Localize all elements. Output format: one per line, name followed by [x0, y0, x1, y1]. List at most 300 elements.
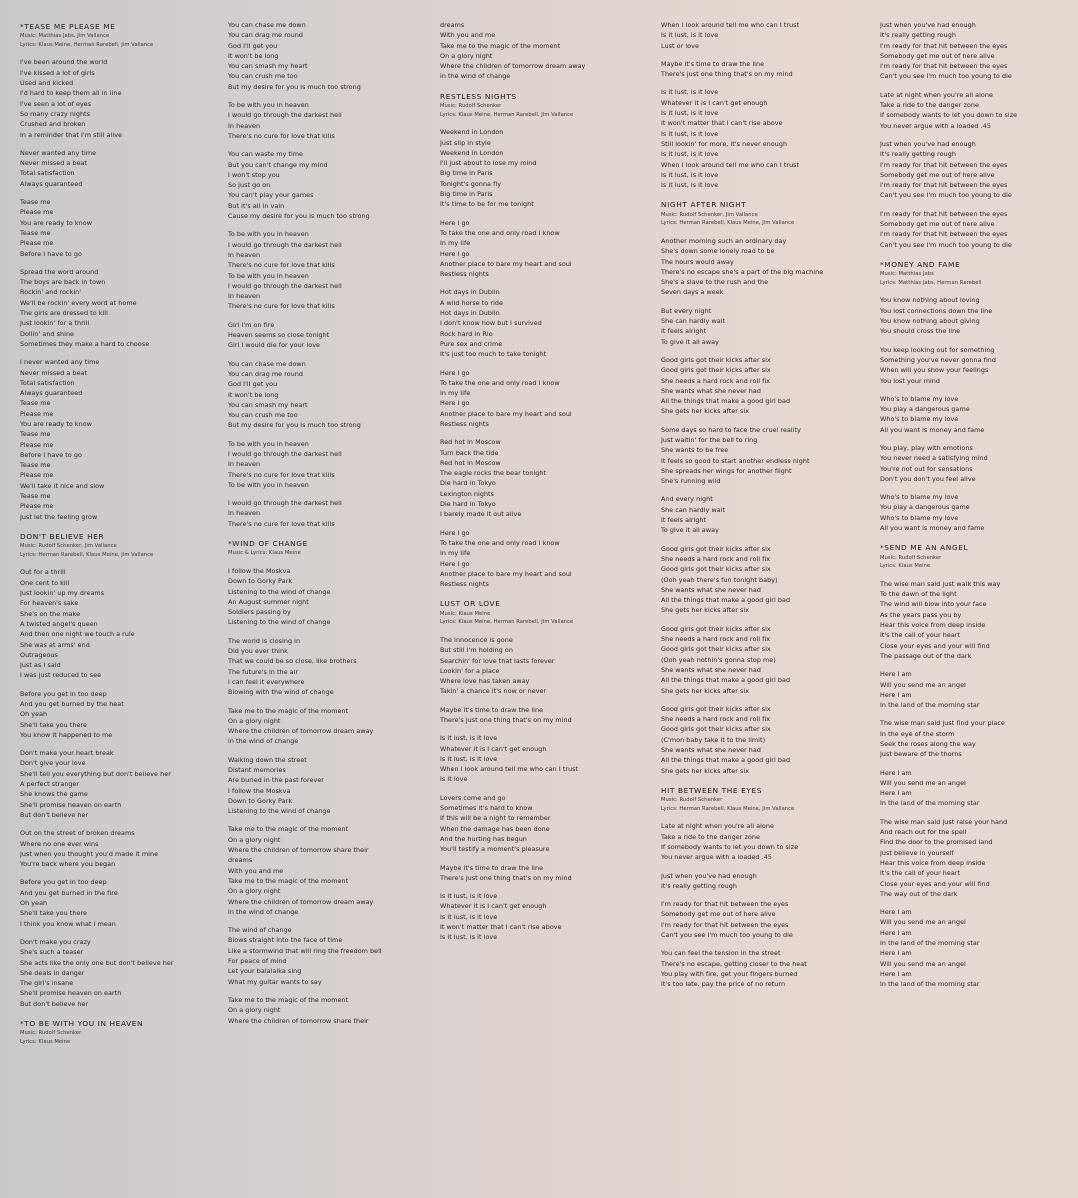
lyric-line: She wants what she never had: [661, 585, 761, 594]
lyric-line: Please me: [20, 440, 54, 449]
lyric-line: I've been around the world: [20, 58, 108, 67]
lyric-line: Is it lust, is it love: [661, 170, 719, 179]
lyric-line: Can't you see I'm much too young to die: [661, 931, 793, 940]
lyric-line: In heaven: [228, 460, 261, 469]
lyric-line: You can smash my heart: [228, 62, 308, 71]
lyric-line: Is it lust, is it love: [440, 892, 498, 901]
lyric-line: You never argue with a loaded .45: [661, 853, 772, 862]
lyric-line: In the land of the morning star: [880, 939, 980, 948]
lyric-line: In the eye of the storm: [880, 729, 955, 738]
lyric-line: She spreads her wings for another flight: [661, 466, 792, 475]
lyric-line: And then one night we touch a rule: [20, 630, 135, 639]
stanza: [228, 706, 433, 747]
lyric-line: You play with fire, get your fingers burned: [661, 969, 798, 978]
lyric-line: You should cross the line: [880, 327, 961, 336]
lyric-line: I'm ready for that hit between the eyes: [880, 41, 1008, 50]
lyric-line: The passage out of the dark: [880, 651, 972, 660]
lyric-line: Restless nights: [440, 580, 489, 589]
stanza: [228, 755, 433, 817]
lyric-line: For heaven's sake: [20, 599, 79, 608]
lyric-line: Is it lust, is it love: [661, 129, 719, 138]
lyric-line: It won't matter that I can't rise above: [440, 923, 562, 932]
stanza: [440, 528, 645, 590]
lyric-line: Who's to blame my love: [880, 415, 959, 424]
lyric-line: You're back where you began: [20, 860, 116, 869]
lyric-line: She knows the game: [20, 790, 88, 799]
lyric-line: You can chase me down: [228, 359, 306, 368]
stanza: [228, 149, 433, 221]
lyric-line: I'm ready for that hit between the eyes: [880, 62, 1008, 71]
lyric-line: Some days so hard to face the cruel reality: [661, 425, 801, 434]
lyric-line: On a glory night: [228, 716, 281, 725]
lyric-line: Seven days a week: [661, 288, 724, 297]
lyric-line: All the things that make a good girl bad: [661, 397, 791, 406]
lyric-line: Here I go: [440, 528, 470, 537]
lyric-line: Hot days in Dublin: [440, 288, 500, 297]
stanza: [228, 925, 433, 987]
lyric-line: Lust or love: [661, 41, 699, 50]
stanza: [880, 817, 1070, 899]
lyric-line: We'll take it nice and slow: [20, 481, 105, 490]
lyric-line: To be with you in heaven: [228, 230, 309, 239]
lyric-line: It's time to be for me tonight: [440, 200, 534, 209]
lyric-line: To take the one and only road I know: [440, 538, 560, 547]
lyric-line: Just lookin' up my dreams: [20, 589, 105, 598]
song-credit: Music & Lyrics: Klaus Meine: [228, 550, 301, 557]
lyric-line: All the things that make a good girl bad: [661, 596, 791, 605]
stanza: [228, 824, 433, 917]
lyric-line: The eagle rocks the bear tonight: [440, 469, 547, 478]
lyric-line: Outrageous: [20, 650, 58, 659]
lyric-line: Walking down the street: [228, 755, 307, 764]
lyric-line: And you get burned in the fire: [20, 888, 118, 897]
lyric-line: Please me: [20, 208, 54, 217]
song-title: DON'T BELIEVE HER: [20, 531, 105, 541]
lyric-line: Here I go: [440, 368, 470, 377]
stanza: [20, 689, 225, 740]
song-credit: Music: Rudolf Schenker: [440, 103, 502, 110]
lyrics-column: [228, 20, 433, 1026]
lyric-line: Whatever it is I can't get enough: [440, 902, 547, 911]
lyric-line: Red hot in Moscow: [440, 438, 501, 447]
song-credit: Lyrics: Herman Rarebell, Klaus Meine, Jim Vallance: [661, 805, 795, 812]
lyric-line: You lost connections down the line: [880, 306, 993, 315]
song-credit: Lyrics: Klaus Meine, Herman Rarebell, Jim Vallance: [440, 111, 574, 118]
song-credit: Lyrics: Herman Rarebell, Klaus Meine, Jim Vallance: [20, 551, 154, 558]
lyric-line: Here I am: [880, 969, 912, 978]
lyric-line: Another morning such an ordinary day: [661, 236, 787, 245]
lyric-line: Here I am: [880, 789, 912, 798]
song-credit: Music: Klaus Meine: [440, 610, 491, 617]
lyric-line: You can chase me down: [228, 21, 306, 29]
lyric-line: I won't stop you: [228, 170, 280, 179]
stanza: [880, 20, 1070, 82]
lyric-line: Never missed a beat: [20, 368, 88, 377]
song-block: [440, 20, 645, 82]
stanza: [661, 59, 866, 80]
song-title: *WIND OF CHANGE: [228, 539, 308, 549]
lyric-line: Is it lust, is it love: [440, 734, 498, 743]
stanza: [20, 267, 225, 349]
lyric-line: Don't give your love: [20, 759, 86, 768]
stanza: [880, 768, 1070, 809]
lyric-line: The way out of the dark: [880, 889, 958, 898]
lyric-line: Can't you see I'm much too young to die: [880, 191, 1012, 200]
lyric-line: She can hardly wait: [661, 317, 726, 326]
lyric-line: She deals in danger: [20, 968, 85, 977]
lyric-line: Will you send me an angel: [880, 959, 966, 968]
stanza: [440, 20, 645, 82]
lyric-line: Red hot in Moscow: [440, 458, 501, 467]
stanza: [661, 821, 866, 862]
lyric-line: The wind will blow into your face: [880, 600, 987, 609]
lyric-line: Hear this voice from deep inside: [880, 858, 986, 867]
lyric-line: Close your eyes and your will find: [880, 641, 990, 650]
lyric-line: Hot days in Dublin: [440, 309, 500, 318]
lyric-line: I think you know what I mean: [20, 919, 116, 928]
lyric-line: Here I am: [880, 670, 912, 679]
lyric-line: She'll tell you everything but don't believe her: [20, 769, 171, 778]
lyric-line: Maybe it's time to draw the line: [661, 59, 765, 68]
lyric-line: Listening to the wind of change: [228, 618, 331, 627]
lyric-line: There's just one thing that's on my mind: [661, 70, 793, 79]
lyric-line: Always guaranteed: [20, 389, 83, 398]
song-block: [880, 20, 1070, 250]
lyric-line: Take me to the magic of the moment: [228, 876, 349, 885]
lyric-line: Are buried in the past forever: [228, 776, 324, 785]
lyric-line: Will you send me an angel: [880, 680, 966, 689]
lyric-line: And every night: [661, 495, 713, 504]
lyric-line: As the years pass you by: [880, 610, 962, 619]
lyric-line: She's down some lonely road to be: [661, 247, 775, 256]
lyric-line: One cent to kill: [20, 578, 70, 587]
lyric-line: Here I go: [440, 399, 470, 408]
lyric-line: You can smash my heart: [228, 400, 308, 409]
lyric-line: All you want is money and fame: [880, 524, 985, 533]
stanza: [228, 20, 433, 92]
stanza: [440, 218, 645, 280]
lyric-line: On a glory night: [228, 835, 281, 844]
lyric-line: I barely made it out alive: [440, 510, 522, 519]
lyric-line: Please me: [20, 409, 54, 418]
song-block: [20, 1019, 225, 1046]
lyric-line: Is it lust, is it love: [661, 150, 719, 159]
lyric-line: I don't know how but I survived: [440, 319, 542, 328]
stanza: [20, 748, 225, 820]
lyric-line: The future's in the air: [228, 667, 299, 676]
stanza: [880, 139, 1070, 201]
lyric-line: Don't make you crazy: [20, 937, 91, 946]
lyric-line: Can't you see I'm much too young to die: [880, 240, 1012, 249]
lyric-line: Never missed a beat: [20, 159, 88, 168]
lyric-line: The girl's insane: [20, 979, 74, 988]
lyric-line: You are ready to know: [20, 419, 93, 428]
lyric-line: To give it all away: [661, 337, 719, 346]
lyric-line: You keep looking out for something: [880, 345, 995, 354]
lyric-line: You're not out for sensations: [880, 464, 973, 473]
lyric-line: Is it lust, is it love: [440, 754, 498, 763]
song-credit: Music: Rudolf Schenker, Jim Vallance: [661, 211, 758, 218]
lyric-line: She wants what she never had: [661, 746, 761, 754]
lyric-line: There's no escape, getting closer to the heat: [661, 959, 807, 968]
lyric-line: She acts like the only one but don't believe her: [20, 958, 174, 967]
lyric-line: Is it lust, is it love: [440, 933, 498, 942]
lyric-line: In my life: [440, 549, 471, 558]
song-credit: Music: Rudolf Schenker: [661, 797, 723, 804]
lyric-line: Somebody get me out of here alive: [880, 51, 995, 60]
lyric-line: I'm ready for that hit between the eyes: [661, 920, 789, 929]
lyric-line: Rockin' and rockin': [20, 288, 82, 297]
lyric-line: Out on the street of broken dreams: [20, 829, 135, 838]
stanza: [880, 492, 1070, 533]
lyric-line: She wants what she never had: [661, 665, 761, 674]
lyric-line: She's running wild: [661, 477, 721, 486]
lyric-line: Before I have to go: [20, 249, 82, 258]
stanza: [228, 100, 433, 141]
lyric-line: The world is closing in: [228, 636, 301, 645]
lyrics-column: [661, 20, 866, 990]
lyric-line: In heaven: [228, 121, 261, 130]
lyric-line: It's just too much to take tonight: [440, 350, 547, 359]
lyric-line: She'll promise heaven on earth: [20, 989, 122, 998]
stanza: [20, 828, 225, 869]
lyric-line: You can crush me too: [228, 411, 298, 420]
lyric-line: Turn back the tide: [440, 448, 499, 457]
stanza: [880, 90, 1070, 131]
lyric-line: (Ooh yeah nothin's gonna stop me): [661, 655, 776, 664]
stanza: [440, 437, 645, 519]
lyric-line: You play a dangerous game: [880, 503, 970, 512]
lyric-line: Lovers come and go: [440, 793, 506, 802]
lyric-line: It feels alright: [661, 516, 707, 525]
lyric-line: Sometimes they make a hard to choose: [20, 339, 150, 348]
lyric-line: Seek the roses along the way: [880, 740, 976, 748]
lyric-line: There's no cure for love that kills: [228, 519, 335, 528]
lyric-line: In the land of the morning star: [880, 980, 980, 989]
lyric-line: A twisted angel's queen: [20, 619, 98, 628]
lyric-line: Spread the word around: [20, 267, 99, 276]
lyric-line: To give it all away: [661, 526, 719, 535]
lyric-line: Hear this voice from deep inside: [880, 621, 986, 630]
stanza: [228, 229, 433, 311]
song-title: RESTLESS NIGHTS: [440, 91, 517, 101]
lyric-line: She needs a hard rock and roll fix: [661, 376, 771, 385]
lyric-line: There's just one thing that's on my mind: [440, 873, 572, 882]
lyric-line: Just when you've had enough: [880, 21, 976, 29]
lyric-line: But it's all in vain: [228, 201, 285, 210]
lyric-line: The boys are back in town: [20, 278, 106, 287]
lyric-line: For peace of mind: [228, 957, 287, 966]
stanza: [20, 357, 225, 522]
song-block: [661, 200, 866, 775]
lyric-line: The wise man said just walk this way: [880, 579, 1001, 588]
lyric-line: Tease me: [20, 198, 51, 207]
lyric-line: Just when you've had enough: [880, 139, 976, 148]
lyric-line: Find the door to the promised land: [880, 838, 993, 847]
lyric-line: But still I'm holding on: [440, 646, 513, 655]
lyric-line: She needs a hard rock and roll fix: [661, 554, 771, 563]
stanza: [661, 494, 866, 535]
lyric-line: A perfect stranger: [20, 780, 80, 789]
lyric-line: Who's to blame my love: [880, 394, 959, 403]
lyric-line: Here I go: [440, 559, 470, 568]
lyric-line: If this will be a night to remember: [440, 814, 551, 823]
lyric-line: In the land of the morning star: [880, 701, 980, 710]
lyric-line: She needs a hard rock and roll fix: [661, 715, 771, 724]
lyric-line: Is it lust, is it love: [661, 88, 719, 97]
stanza: [20, 937, 225, 1009]
lyric-line: So many crazy nights: [20, 109, 90, 118]
stanza: [440, 635, 645, 697]
song-credit: Lyrics: Matthias Jabs, Herman Rarebell: [880, 279, 982, 286]
stanza: [880, 718, 1070, 759]
song-credit: Music: Rudolf Schenker: [880, 554, 942, 561]
song-block: [661, 20, 866, 190]
lyric-line: I would go through the darkest hell: [228, 240, 342, 249]
lyric-line: It won't matter that I can't rise above: [661, 119, 783, 128]
lyric-line: I would go through the darkest hell: [228, 281, 342, 290]
lyric-line: Just slip in style: [440, 138, 491, 147]
lyric-line: Like a stormwind that will ring the freedom bell: [228, 946, 382, 955]
lyric-line: Here I am: [880, 949, 912, 958]
stanza: [661, 425, 866, 487]
lyric-line: I've seen a lot of eyes: [20, 99, 92, 108]
lyric-line: The wise man said just find your place: [880, 719, 1005, 728]
lyric-line: Who's to blame my love: [880, 513, 959, 522]
lyric-line: Somebody get me out of here alive: [661, 910, 776, 919]
lyric-line: You know nothing about giving: [880, 317, 980, 326]
lyric-line: She needs a hard rock and roll fix: [661, 635, 771, 644]
lyric-line: She's such a teaser: [20, 948, 84, 957]
lyric-line: Is it lust, is it love: [661, 31, 719, 40]
stanza: [661, 624, 866, 696]
lyric-line: She gets her kicks after six: [661, 686, 750, 695]
lyric-line: I never wanted any time: [20, 358, 100, 367]
lyric-line: You are ready to know: [20, 218, 93, 227]
stanza: [20, 197, 225, 259]
lyric-line: I'm ready for that hit between the eyes: [880, 230, 1008, 239]
song-credit: Music: Rudolf Schenker, Jim Vallance: [20, 543, 117, 550]
lyric-line: Used and kicked: [20, 79, 74, 88]
lyric-line: Never wanted any time: [20, 148, 97, 157]
lyric-line: Don't make your heart break: [20, 749, 114, 758]
lyric-line: in the wind of change: [440, 72, 511, 81]
lyric-line: Girl I'm on fire: [228, 320, 275, 329]
lyric-line: Weekend in London: [440, 128, 504, 137]
song-block: [440, 599, 645, 942]
lyric-line: Lexington nights: [440, 489, 494, 498]
lyric-line: Tease me: [20, 461, 51, 470]
lyric-line: Take a ride to the danger zone: [880, 101, 979, 110]
lyric-line: Just lookin' for a thrill: [20, 319, 90, 328]
lyric-line: God I'll get you: [228, 380, 278, 389]
lyric-line: I'm ready for that hit between the eyes: [661, 900, 789, 909]
lyric-line: You never need a satisfying mind: [880, 454, 988, 463]
stanza: [880, 579, 1070, 661]
stanza: [880, 907, 1070, 989]
lyric-line: I was just reduced to see: [20, 671, 102, 680]
lyric-line: in the wind of change: [228, 907, 299, 916]
lyric-line: You play, play with emotions: [880, 443, 973, 452]
stanza: [661, 355, 866, 417]
lyric-line: She gets her kicks after six: [661, 606, 750, 615]
lyric-line: Another place to bare my heart and soul: [440, 409, 572, 418]
lyric-line: I can feel it everywhere: [228, 677, 305, 686]
lyric-line: I'd hard to keep them all in line: [20, 89, 122, 98]
lyric-line: You know nothing about loving: [880, 296, 980, 305]
lyric-line: Die hard in Tokyo: [440, 479, 496, 488]
lyric-line: Where love has taken away: [440, 677, 530, 686]
lyric-line: Can't you see I'm much too young to die: [880, 72, 1012, 81]
lyric-line: Maybe it's time to draw the line: [440, 863, 544, 872]
lyric-line: Just beware of the thorns: [880, 750, 962, 759]
lyric-line: On a glory night: [228, 1006, 281, 1015]
stanza: [880, 295, 1070, 336]
lyric-line: To be with you in heaven: [228, 439, 309, 448]
lyric-line: Before you get in too deep: [20, 689, 107, 698]
song-credit: Music: Rudolf Schenker: [20, 1030, 82, 1037]
stanza: [880, 443, 1070, 484]
lyric-line: Down to Gorky Park: [228, 796, 293, 805]
lyric-line: A wild horse to ride: [440, 298, 503, 307]
lyric-line: Another place to bare my heart and soul: [440, 259, 572, 268]
lyric-line: Tease me: [20, 430, 51, 439]
lyric-line: God I'll get you: [228, 41, 278, 50]
lyric-line: It's too late, pay the price of no return: [661, 980, 786, 989]
lyric-line: Distant memories: [228, 766, 286, 774]
lyric-line: Late at night when you're all alone: [661, 822, 774, 831]
lyric-line: Is it lust, is it love: [661, 181, 719, 190]
stanza: [228, 636, 433, 698]
stanza: [661, 544, 866, 616]
lyric-line: I would go through the darkest hell: [228, 111, 342, 120]
stanza: [880, 209, 1070, 250]
lyric-line: It won't be long: [228, 390, 279, 399]
lyric-line: You can drag me round: [228, 31, 304, 40]
lyric-line: In my life: [440, 239, 471, 248]
lyric-line: She wants what she never had: [661, 386, 761, 395]
lyric-line: To be with you in heaven: [228, 480, 309, 489]
lyric-line: dreams: [228, 856, 253, 865]
lyric-line: To take the one and only road I know: [440, 378, 560, 387]
lyric-line: She'll take you there: [20, 909, 87, 918]
lyric-line: Where the children of tomorrow dream away: [440, 62, 586, 71]
lyric-line: There's no escape she's a part of the big machine: [661, 267, 824, 276]
lyric-line: There's no cure for love that kills: [228, 470, 335, 479]
song-title: NIGHT AFTER NIGHT: [661, 200, 747, 210]
lyric-line: Take me to the magic of the moment: [228, 825, 349, 834]
stanza: [440, 733, 645, 784]
song-block: [20, 532, 225, 1009]
stanza: [661, 236, 866, 298]
song-credit: Lyrics: Klaus Meine: [20, 1038, 71, 1045]
stanza: [661, 87, 866, 190]
lyrics-column: [20, 20, 225, 1047]
lyric-line: I follow the Moskva: [228, 786, 291, 795]
lyric-line: Blows straight into the face of time: [228, 936, 343, 945]
lyric-line: Pure sex and crime: [440, 339, 503, 348]
lyric-line: There's just one thing that's on my mind: [440, 716, 572, 724]
lyric-line: Where the children of tomorrow dream away: [228, 727, 374, 736]
lyric-line: There's no cure for love that kills: [228, 261, 335, 270]
lyric-line: Before you get in too deep: [20, 878, 107, 887]
stanza: [880, 394, 1070, 435]
song-block: [440, 92, 645, 590]
lyric-line: You can crush me too: [228, 72, 298, 81]
lyric-line: That we could be so close, like brothers: [228, 657, 357, 666]
lyric-line: Late at night when you're all alone: [880, 90, 993, 99]
lyric-line: There's no cure for love that kills: [228, 131, 335, 140]
